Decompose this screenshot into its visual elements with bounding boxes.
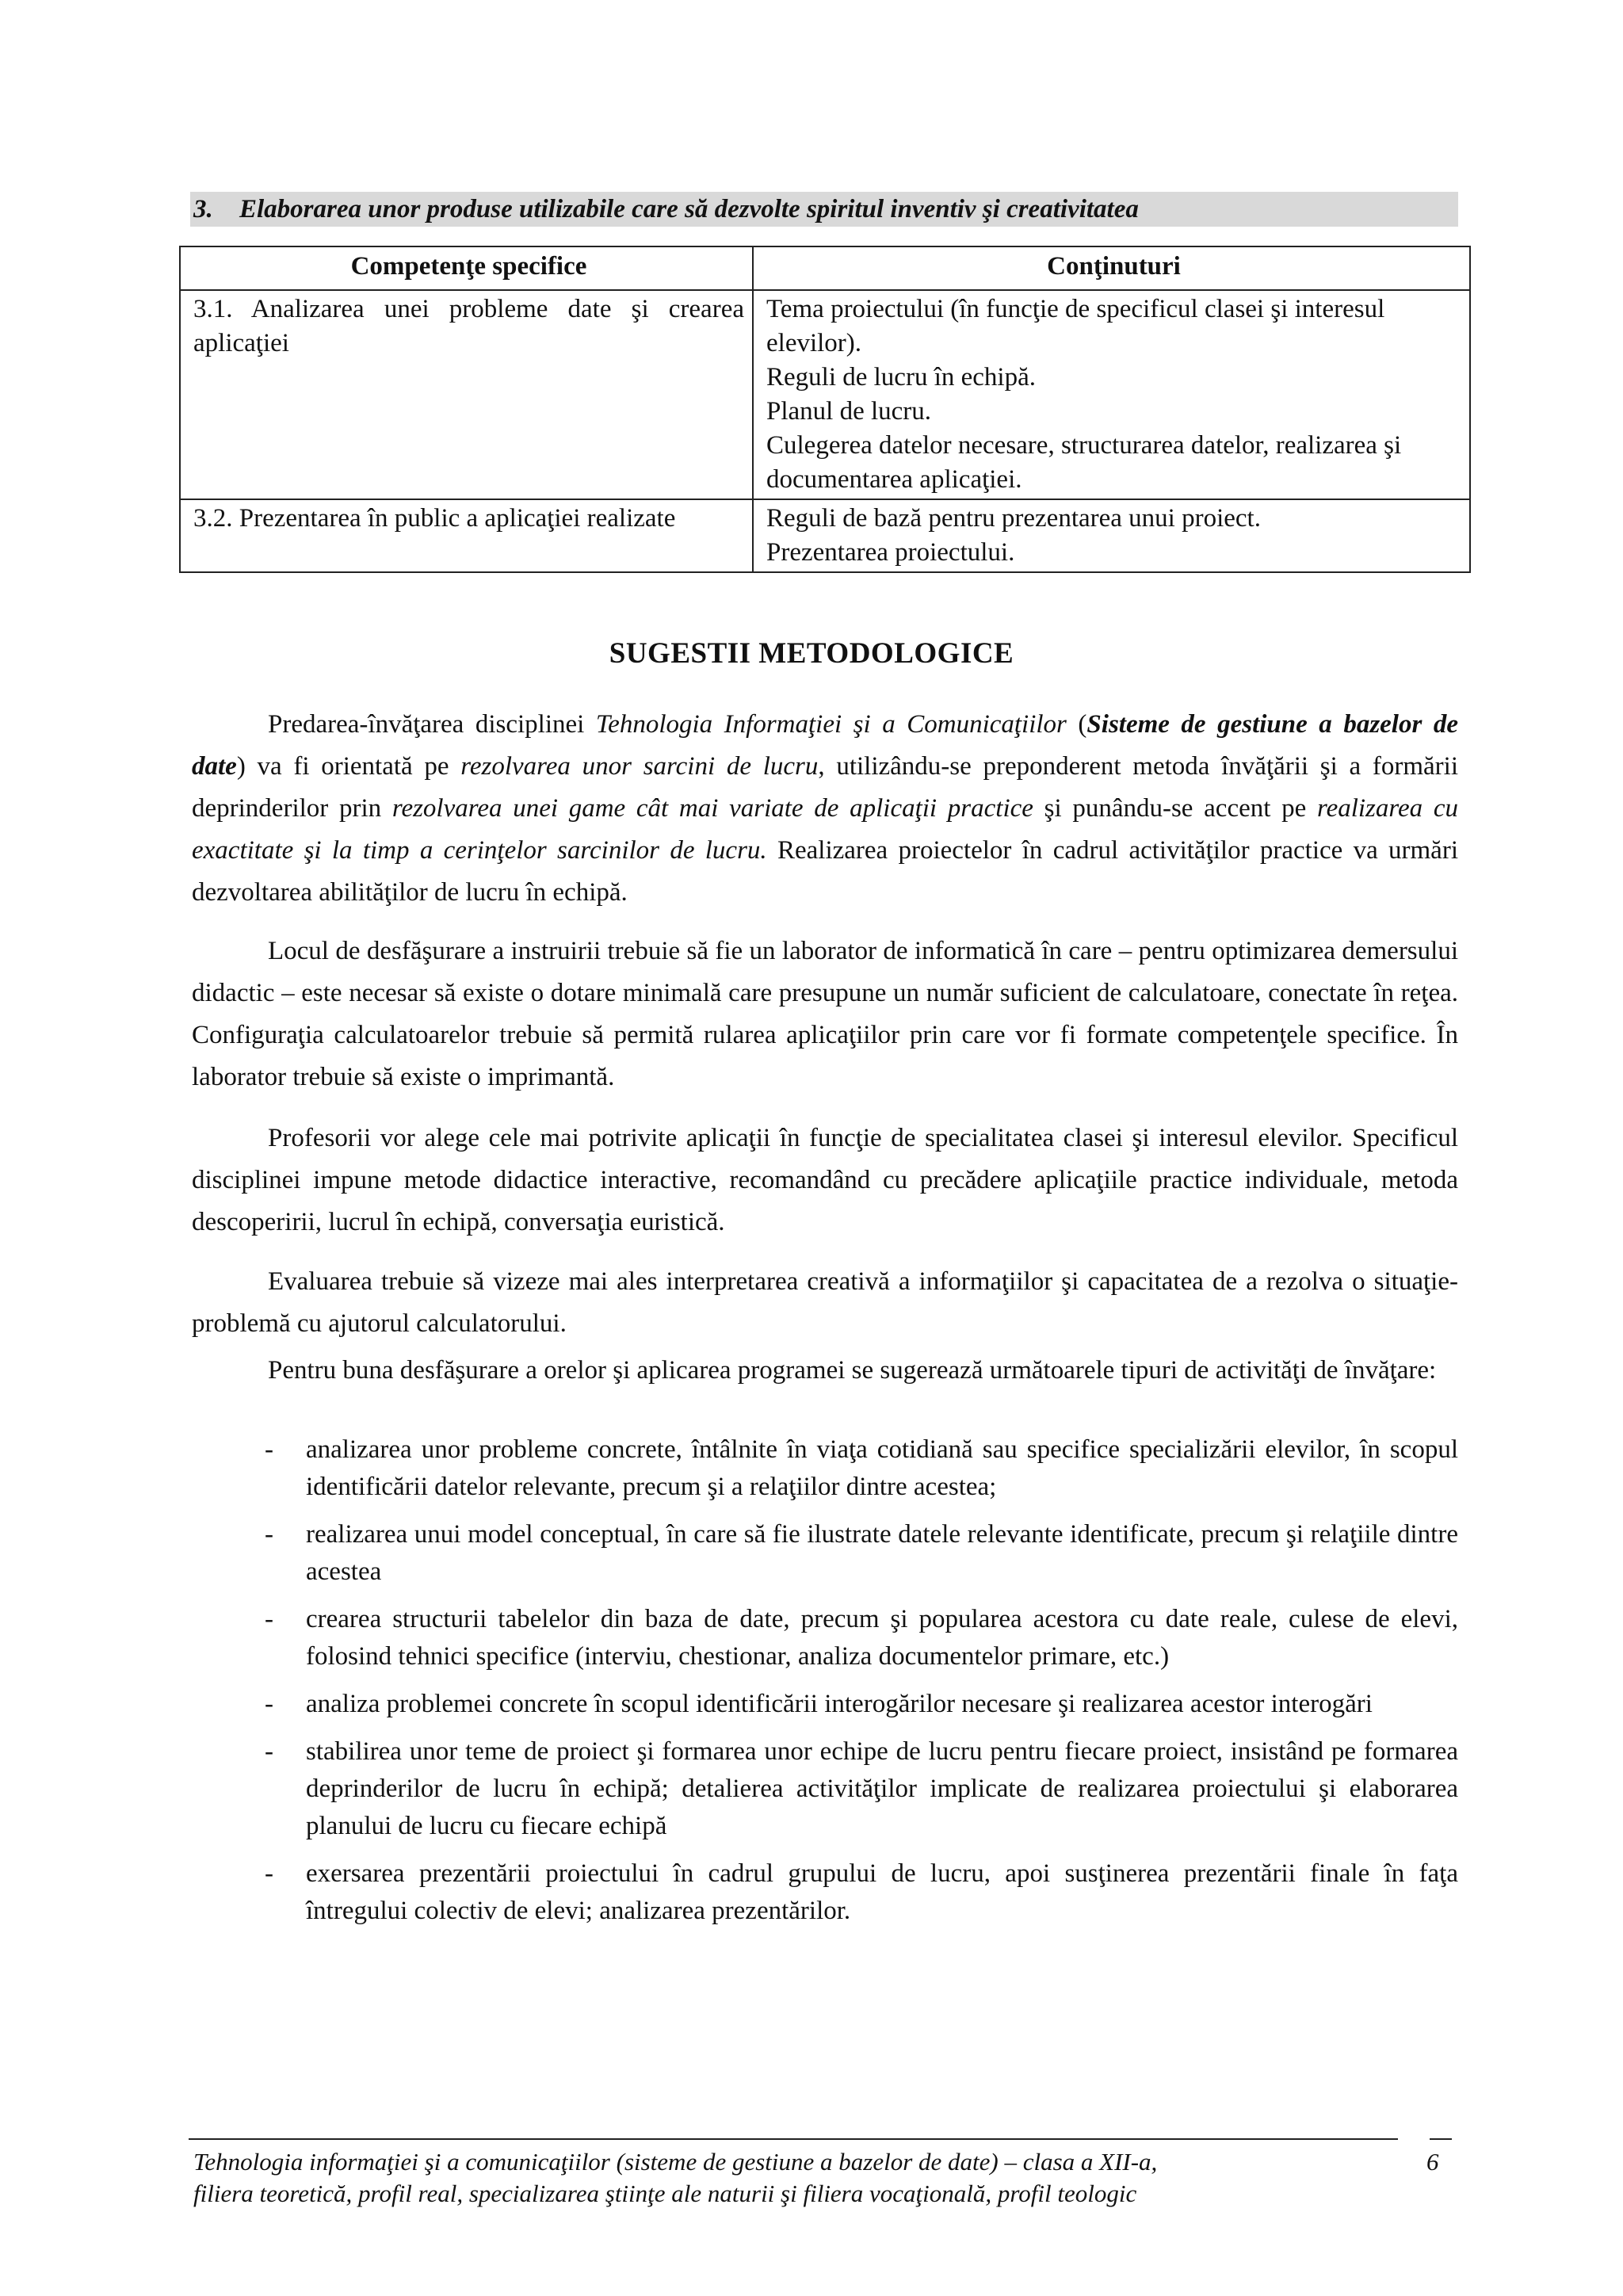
page-number: 6 [1426, 2148, 1439, 2176]
italic-run: rezolvarea unei game cât mai variate de aplicaţii practice [391, 794, 1033, 823]
text-run: şi punându-se accent pe [1033, 794, 1317, 823]
list-item [192, 1431, 1458, 1506]
text-run: ) va fi orientată pe [236, 752, 461, 781]
list-item-text: realizarea unui model conceptual, în care să fie ilustrate datele relevante identificate, precum şi relaţiile dintre acestea [306, 1520, 1458, 1586]
competence-cell: 3.2. Prezentarea în public a aplicaţiei realizate [180, 499, 753, 572]
italic-run: rezolvarea unor sarcini de lucru [460, 752, 819, 781]
section-title: Elaborarea unor produse utilizabile care să dezvolte spiritul inventiv şi creativitatea [239, 195, 1139, 223]
list-item-text: analiza problemei concrete în scopul identificării interogărilor necesare şi realizarea acestor interogări [306, 1690, 1373, 1718]
table-row [180, 499, 1470, 572]
list-item [192, 1686, 1458, 1723]
list-item-text: exersarea prezentării proiectului în cadrul grupului de lucru, apoi susţinerea prezentării finale în faţa întregului colectiv de elevi; analizarea prezentărilor. [306, 1859, 1458, 1925]
column-header-contents: Conţinuturi [753, 246, 1470, 290]
content-item: Tema proiectului (în funcţie de specificul clasei şi interesul elevilor). [766, 295, 1385, 357]
content-item: Culegerea datelor necesare, structurarea datelor, realizarea şi documentarea aplicaţiei. [766, 431, 1402, 494]
competence-cell: 3.1. Analizarea unei probleme date şi crearea aplicaţiei [180, 290, 753, 499]
list-item [192, 1733, 1458, 1845]
list-item-text: analizarea unor probleme concrete, întâlnite în viaţa cotidiană sau specifice specializării elevilor, în scopul identificării datelor relevante, precum şi a relaţiilor dintre acestea; [306, 1435, 1458, 1501]
list-item-text: stabilirea unor teme de proiect şi formarea unor echipe de lucru pentru fiecare proiect, insistând pe formarea deprinderilor de lucru în echipă; detalierea activităţilor implicate de realizarea proiectului şi elaborarea planului de lucru cu fiecare echipă [306, 1737, 1458, 1840]
text-run: , utilizându-se preponderent metoda învăţării şi a formării deprinderilor prin [192, 752, 1458, 823]
content-item: Planul de lucru. [766, 397, 932, 426]
footer-divider [189, 2138, 1398, 2140]
column-header-competences: Competenţe specifice [180, 246, 753, 290]
text-run: Predarea-învăţarea disciplinei [268, 710, 596, 739]
table-header-row [180, 246, 1470, 290]
table-row [180, 290, 1470, 499]
footer-line-1: Tehnologia informaţiei şi a comunicaţiilor (sisteme de gestiune a bazelor de date) – clasa a XII-a, [193, 2148, 1158, 2176]
list-marker: - [265, 1859, 273, 1888]
content-item: Reguli de bază pentru prezentarea unui proiect. [766, 504, 1261, 533]
footer-line-2: filiera teoretică, profil real, specializarea ştiinţe ale naturii şi filiera vocaţională, profil teologic [193, 2179, 1137, 2207]
page-number-divider [1430, 2138, 1452, 2140]
page-title: SUGESTII METODOLOGICE [609, 637, 1014, 670]
paragraph-activities-intro: Pentru buna desfăşurare a orelor şi aplicarea programei se sugerează următoarele tipuri de activităţi de învăţare: [268, 1356, 1437, 1385]
italic-run: realizarea cu exactitate şi la timp a cerinţelor sarcinilor de lucru. [192, 794, 1459, 865]
text-run: Realizarea proiectelor în cadrul activităţilor practice va urmări dezvoltarea abilităţilor de lucru în echipă. [192, 836, 1458, 907]
list-marker: - [265, 1690, 273, 1718]
list-marker: - [265, 1605, 273, 1633]
list-item [192, 1516, 1458, 1591]
text-run: ( [1066, 710, 1087, 739]
contents-cell [753, 290, 1470, 499]
competences-table [179, 246, 1471, 573]
activities-list [192, 1431, 1458, 1940]
section-number: 3. [193, 195, 213, 223]
paragraph-intro [192, 704, 1458, 914]
contents-cell [753, 499, 1470, 572]
list-marker: - [265, 1520, 273, 1549]
list-marker: - [265, 1435, 273, 1464]
paragraph-teachers: Profesorii vor alege cele mai potrivite aplicaţii în funcţie de specialitatea clasei şi interesul elevilor. Specificul disciplinei impune metode didactice interactive, recomandând cu precădere aplicaţiile practice individuale, metoda descoperirii, lucrul în echipă, conversaţia euristică. [192, 1124, 1458, 1236]
list-marker: - [265, 1737, 273, 1766]
footer [193, 2146, 1430, 2210]
paragraph-laboratory: Locul de desfăşurare a instruirii trebuie să fie un laborator de informatică în care – pentru optimizarea demersului didactic – este necesar să existe o dotare minimală care presupune un număr suficient de calculatoare, conectate în reţea. Configuraţia calculatoarelor trebuie să permită rularea aplicaţiilor prin care vor fi formate competenţele specifice. În laborator trebuie să existe o imprimantă. [192, 937, 1458, 1091]
list-item-text: crearea structurii tabelelor din baza de date, precum şi popularea acestora cu date reale, culese de elevi, folosind tehnici specifice (interviu, chestionar, analiza documentelor primare, etc.) [306, 1605, 1458, 1671]
bold-italic-run: Sisteme de gestiune a bazelor de date [192, 710, 1458, 781]
list-item [192, 1855, 1458, 1930]
section-heading [193, 193, 1453, 225]
content-item: Reguli de lucru în echipă. [766, 363, 1036, 392]
italic-run: Tehnologia Informaţiei şi a Comunicaţiilor [595, 710, 1067, 739]
list-item [192, 1601, 1458, 1675]
paragraph-evaluation: Evaluarea trebuie să vizeze mai ales interpretarea creativă a informaţiilor şi capacitatea de a rezolva o situaţie-problemă cu ajutorul calculatorului. [192, 1267, 1458, 1338]
content-item: Prezentarea proiectului. [766, 538, 1015, 567]
